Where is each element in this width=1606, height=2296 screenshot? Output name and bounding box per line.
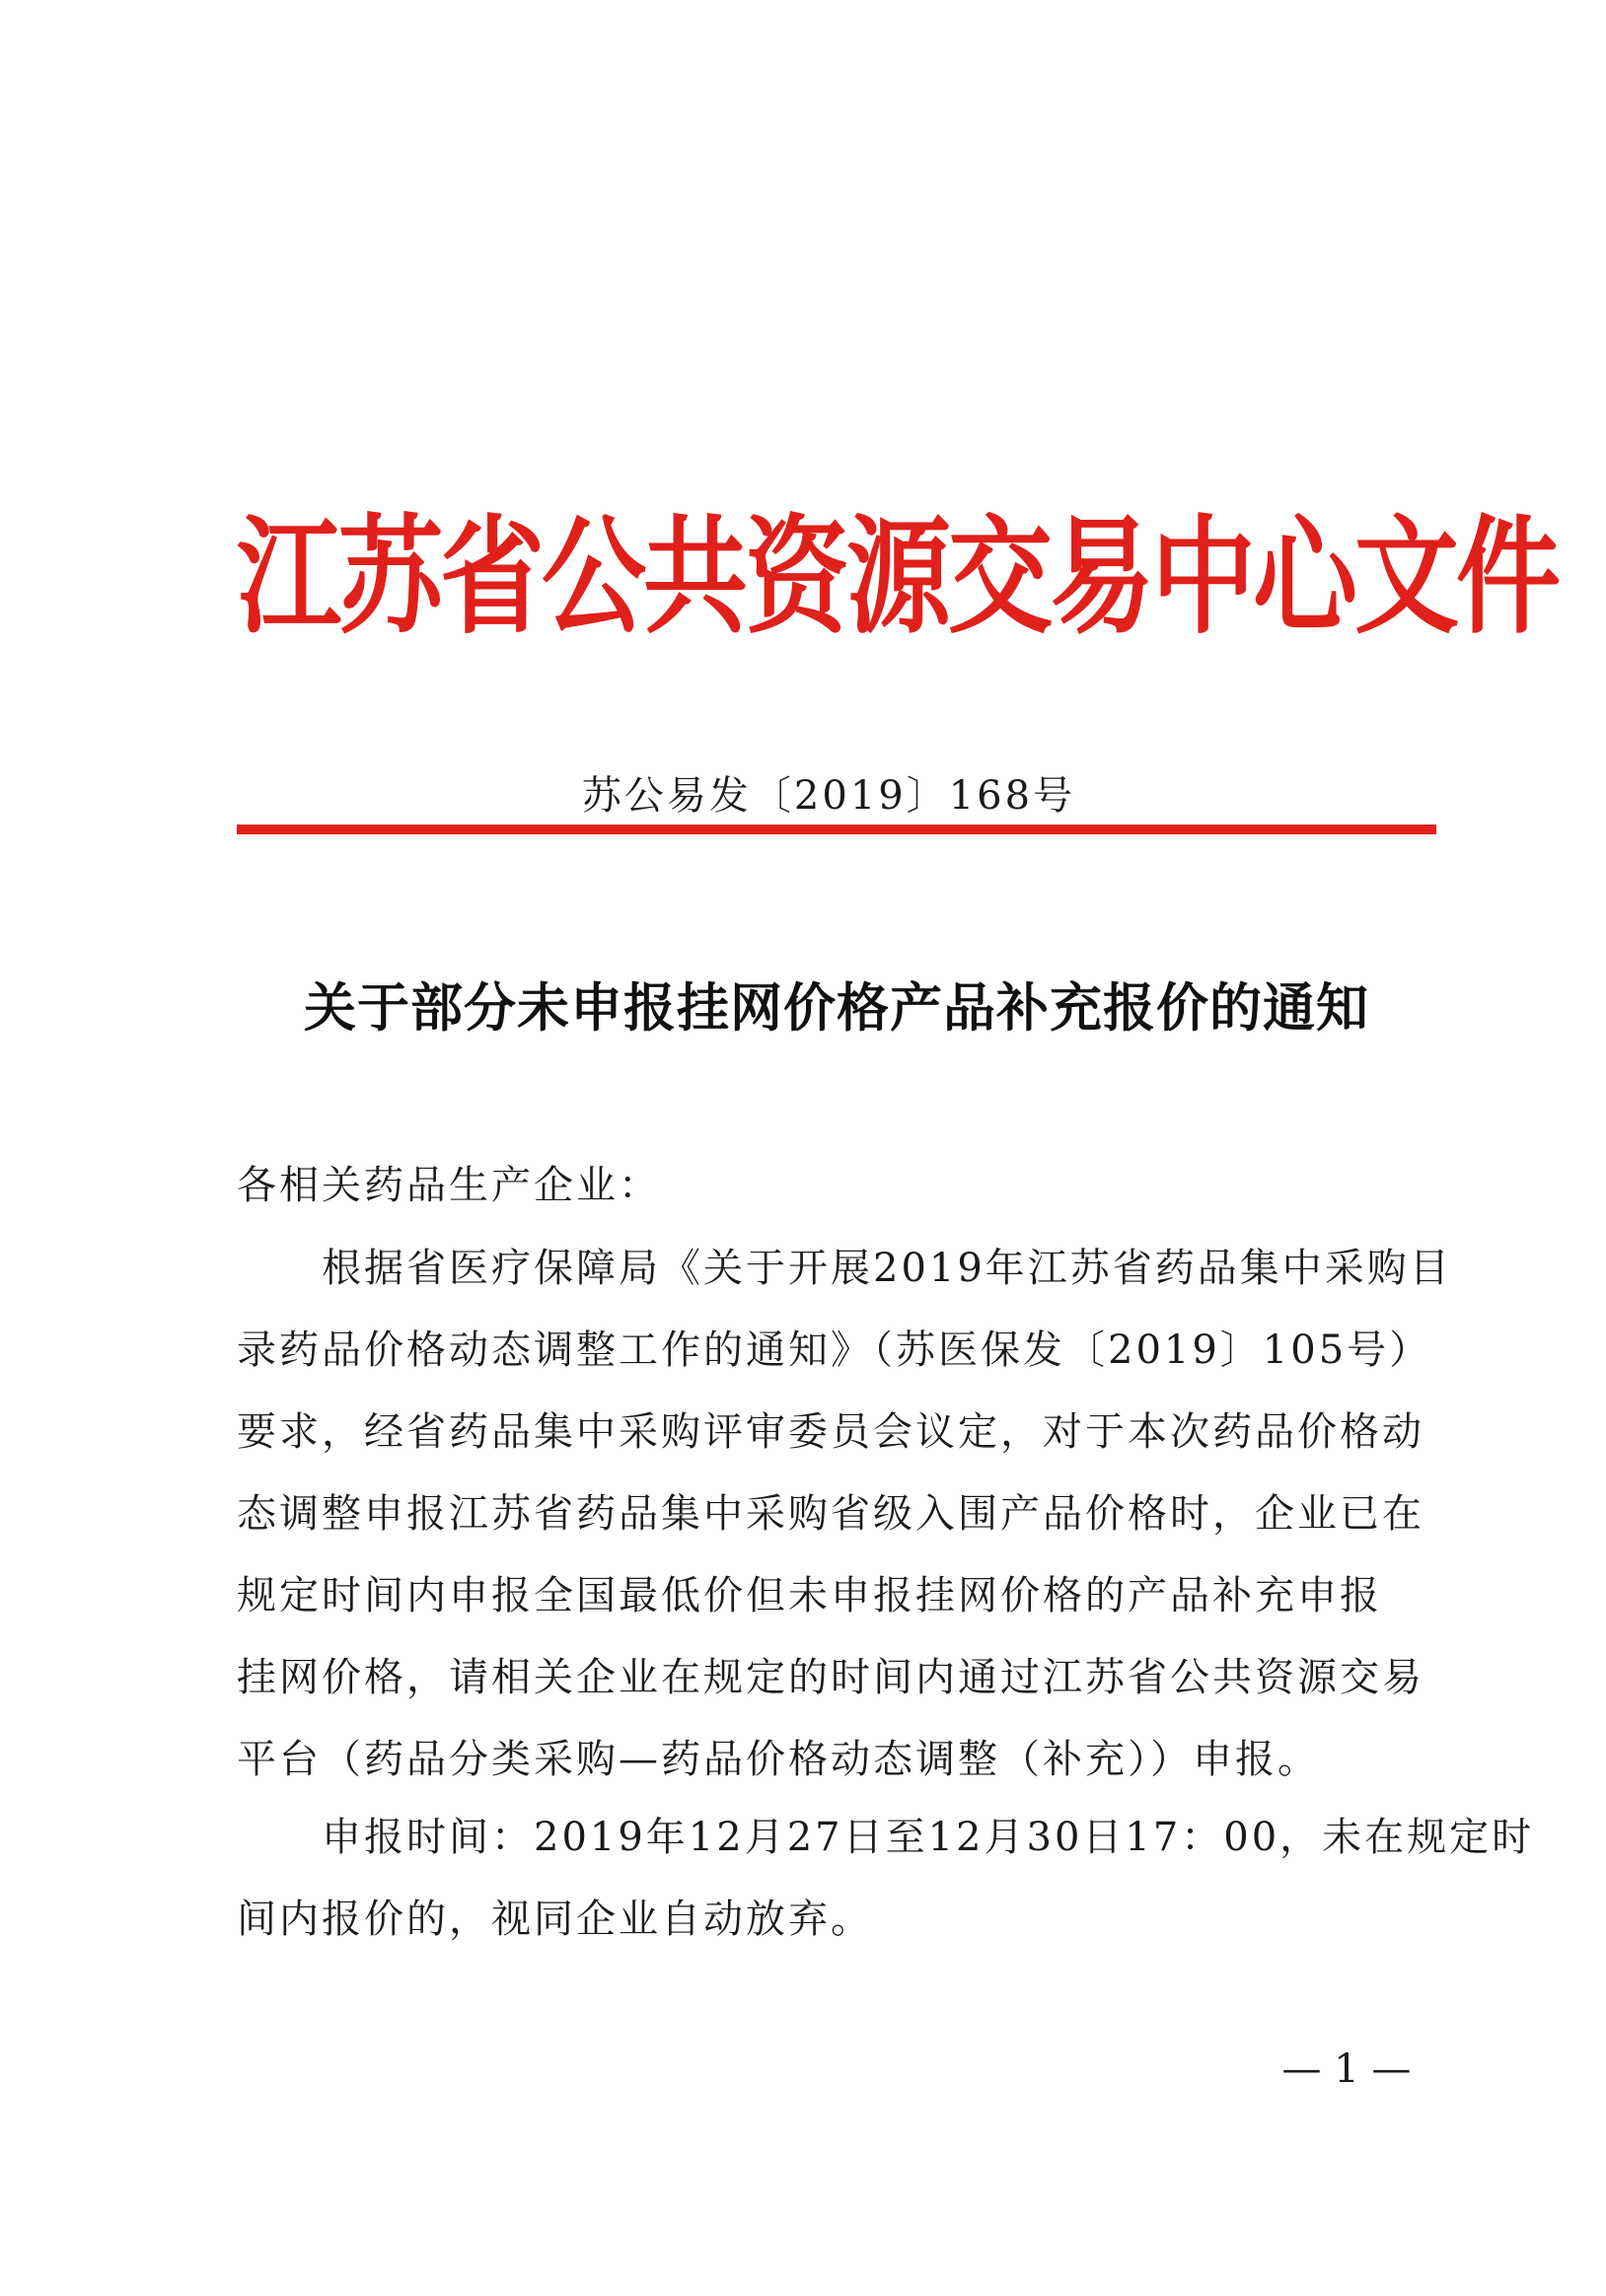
- page-number: — 1 —: [1281, 2046, 1412, 2092]
- paragraph-line: 申报时间：2019年12月27日至12月30日17：00，未在规定时: [237, 1815, 1535, 1860]
- paragraph-line: 要求，经省药品集中采购评审委员会议定，对于本次药品价格动: [237, 1409, 1424, 1455]
- paragraph-line: 态调整申报江苏省药品集中采购省级入围产品价格时，企业已在: [237, 1491, 1424, 1537]
- paragraph-deadline: [237, 1797, 1535, 1961]
- document-number: 苏公易发〔2019〕168号: [581, 773, 1076, 819]
- masthead-title: 江苏省公共资源交易中心文件: [237, 503, 1558, 652]
- paragraph-main: [237, 1228, 1452, 1801]
- notice-title: 关于部分未申报挂网价格产品补充报价的通知: [304, 977, 1369, 1039]
- paragraph-line: 规定时间内申报全国最低价但未申报挂网价格的产品补充申报: [237, 1573, 1382, 1618]
- salutation: 各相关药品生产企业：: [237, 1163, 661, 1208]
- paragraph-line: 平台（药品分类采购—药品价格动态调整（补充））申报。: [237, 1737, 1320, 1782]
- paragraph-line: 录药品价格动态调整工作的通知》（苏医保发〔2019〕105号）: [237, 1327, 1432, 1373]
- red-divider-line: [237, 825, 1436, 834]
- paragraph-line: 挂网价格，请相关企业在规定的时间内通过江苏省公共资源交易: [237, 1655, 1424, 1700]
- paragraph-line: 间内报价的，视同企业自动放弃。: [237, 1897, 873, 1942]
- paragraph-line: 根据省医疗保障局《关于开展2019年江苏省药品集中采购目: [237, 1246, 1452, 1291]
